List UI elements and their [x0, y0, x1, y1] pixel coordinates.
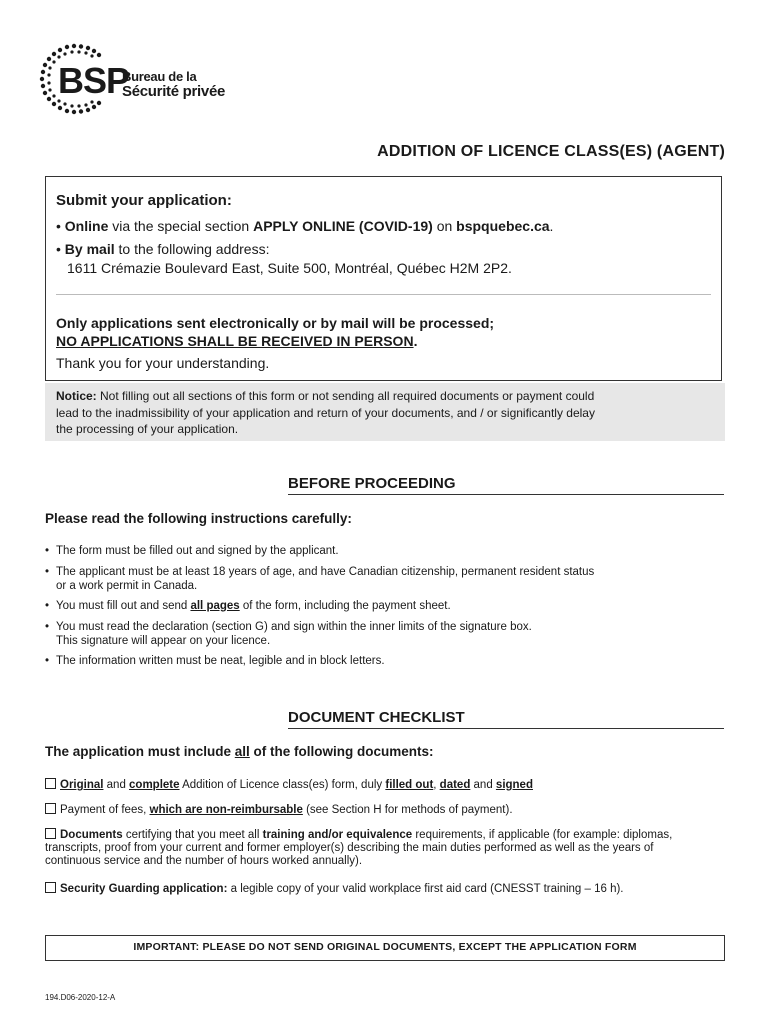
online-option	[56, 218, 553, 234]
item-text: and	[103, 779, 130, 791]
instruction-item: • The information written must be neat, legible and in block letters.	[45, 655, 385, 667]
form-code: 194.D06-2020-12-A	[45, 993, 116, 1002]
heading-emphasis: all	[234, 744, 250, 759]
bsp-logo	[38, 42, 268, 122]
checklist-heading	[45, 744, 434, 759]
section-title-text: BEFORE PROCEEDING	[288, 475, 456, 492]
mail-option	[56, 241, 269, 257]
instruction-text-cont: or a work permit in Canada.	[56, 579, 198, 592]
item-emphasis: signed	[495, 779, 533, 791]
important-notice: IMPORTANT: PLEASE DO NOT SEND ORIGINAL DOCUMENTS, EXCEPT THE APPLICATION FORM	[45, 935, 725, 961]
bullet: •	[56, 218, 65, 234]
submit-application-box	[45, 176, 722, 381]
online-label: Online	[64, 218, 109, 234]
before-proceeding-title	[288, 475, 724, 495]
checklist-item-security-guarding	[45, 882, 735, 896]
instructions-heading: Please read the following instructions carefully:	[45, 511, 352, 526]
online-on: on	[432, 218, 457, 234]
online-text: via the special section	[108, 218, 254, 234]
submit-heading: Submit your application:	[56, 192, 232, 209]
instruction-item: • You must fill out and send all pages of the form, including the payment sheet.	[45, 600, 451, 612]
checkbox[interactable]	[45, 803, 56, 814]
notice-box	[45, 383, 725, 441]
document-checklist-title	[288, 709, 724, 729]
instruction-emphasis: all pages	[190, 600, 240, 612]
item-emphasis: training and/or equivalence	[262, 829, 413, 841]
notice-text: Not filling out all sections of this form or not sending all required documents or payment could	[96, 389, 595, 403]
form-title: ADDITION OF LICENCE CLASS(ES) (AGENT)	[377, 143, 725, 160]
instruction-text-cont: This signature will appear on your licence.	[56, 634, 271, 647]
item-text: Addition of Licence class(es) form, duly	[179, 779, 386, 791]
period: .	[549, 218, 554, 234]
checklist-item-payment	[45, 803, 735, 817]
checklist-item-form	[45, 778, 735, 792]
instruction-item: • The form must be filled out and signed by the applicant.	[45, 545, 339, 557]
period: .	[413, 333, 418, 349]
mail-label: By mail	[64, 241, 115, 257]
item-emphasis: filled out	[385, 779, 434, 791]
item-text: certifying that you meet all	[122, 829, 263, 841]
online-section-name: APPLY ONLINE (COVID-19)	[253, 218, 433, 234]
item-text: ,	[433, 779, 440, 791]
logo-line-1: Bureau de la	[122, 69, 197, 84]
in-person-warning	[56, 333, 417, 349]
section-title-text: DOCUMENT CHECKLIST	[288, 709, 465, 726]
item-text: and	[470, 779, 496, 791]
item-emphasis: Security Guarding application:	[60, 883, 228, 895]
item-text-cont: transcripts, proof from your current and former employer(s) describing the main duties performed as well as the years of	[45, 842, 654, 854]
thanks-text: Thank you for your understanding.	[56, 355, 270, 371]
notice-line-3: the processing of your application.	[56, 422, 239, 436]
checkbox[interactable]	[45, 882, 56, 893]
instruction-text: The information written must be neat, legible and in block letters.	[56, 655, 385, 667]
divider	[56, 294, 711, 295]
item-emphasis: complete	[129, 779, 180, 791]
in-person-text: NO APPLICATIONS SHALL BE RECEIVED IN PERSON	[56, 333, 414, 349]
notice-line-1	[56, 388, 714, 405]
instruction-text: The form must be filled out and signed by the applicant.	[56, 545, 339, 557]
logo-abbreviation: BSP	[58, 60, 130, 101]
instruction-text: The applicant must be at least 18 years of age, and have Canadian citizenship, permanent resident status	[56, 566, 595, 578]
item-text: a legible copy of your valid workplace first aid card (CNESST training – 16 h).	[227, 883, 624, 895]
website-link[interactable]: bspquebec.ca	[456, 218, 550, 234]
checkbox[interactable]	[45, 828, 56, 839]
instruction-text: You must fill out and send	[56, 600, 191, 612]
mailing-address: 1611 Crémazie Boulevard East, Suite 500, Montréal, Québec H2M 2P2.	[67, 260, 512, 276]
heading-text: The application must include	[45, 744, 235, 759]
item-emphasis: Original	[60, 779, 104, 791]
item-emphasis: Documents	[60, 829, 123, 841]
item-emphasis: which are non-reimbursable	[149, 804, 303, 816]
processing-note: Only applications sent electronically or by mail will be processed;	[56, 315, 495, 331]
instruction-item: • You must read the declaration (section G) and sign within the inner limits of the signature box. This signature will appear on your licence.	[45, 621, 532, 647]
notice-label: Notice:	[56, 389, 97, 403]
bullet: •	[56, 241, 65, 257]
item-emphasis: dated	[439, 779, 471, 791]
checklist-item-documents	[45, 828, 735, 868]
item-text: requirements, if applicable (for example: diplomas,	[412, 829, 673, 841]
instruction-item: • The applicant must be at least 18 years of age, and have Canadian citizenship, permanent resident status or a work permit in Canada.	[45, 566, 595, 592]
logo-line-2: Sécurité privée	[122, 83, 226, 100]
notice-line-2: lead to the inadmissibility of your application and return of your documents, and / or significantly delay	[56, 405, 595, 420]
heading-text: of the following documents:	[249, 744, 434, 759]
instruction-text: of the form, including the payment sheet.	[239, 600, 451, 612]
item-text-cont: continuous service and the number of hours worked annually).	[45, 855, 363, 867]
mail-text: to the following address:	[114, 241, 270, 257]
item-text: (see Section H for methods of payment).	[302, 804, 513, 816]
instruction-text: You must read the declaration (section G) and sign within the inner limits of the signature box.	[56, 621, 532, 633]
item-text: Payment of fees,	[60, 804, 150, 816]
checkbox[interactable]	[45, 778, 56, 789]
